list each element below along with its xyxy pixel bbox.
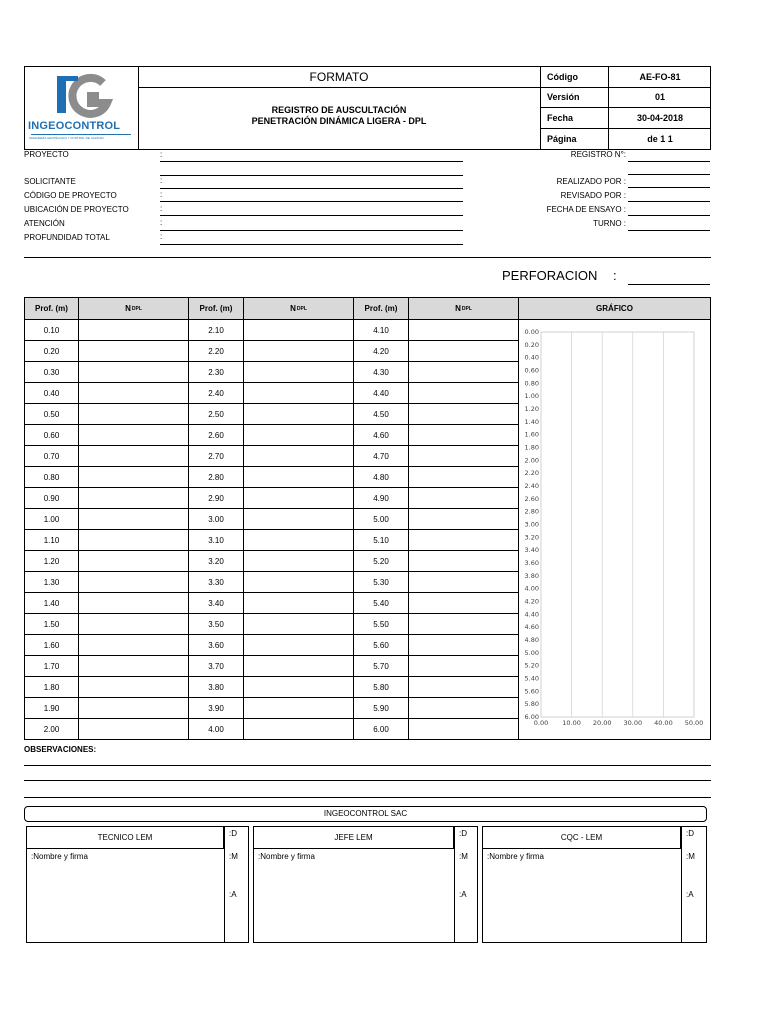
meta-label: Versión (547, 92, 580, 102)
depth-cell: 5.10 (354, 530, 409, 551)
depth-cell: 2.20 (189, 341, 244, 362)
label-profundidad-total: PROFUNDIDAD TOTAL (24, 233, 110, 242)
header-n-2: N DPL (244, 298, 354, 320)
field-ubicacion[interactable] (160, 215, 463, 216)
colon: : (160, 150, 163, 159)
n-dpl-cell[interactable] (79, 320, 189, 341)
x-tick-label: 30.00 (623, 719, 643, 727)
n-dpl-cell[interactable] (79, 425, 189, 446)
document-header (24, 66, 711, 150)
observaciones-label: OBSERVACIONES: (24, 745, 97, 754)
depth-cell: 3.80 (189, 677, 244, 698)
colon: : (160, 232, 163, 241)
n-dpl-cell[interactable] (79, 593, 189, 614)
field-perforacion[interactable] (628, 284, 710, 285)
n-dpl-cell[interactable] (409, 551, 519, 572)
n-dpl-cell[interactable] (409, 320, 519, 341)
depth-cell: 0.30 (25, 362, 79, 383)
meta-row-codigo (540, 67, 710, 88)
depth-cell: 4.10 (354, 320, 409, 341)
x-tick-label: 50.00 (684, 719, 704, 727)
n-dpl-cell[interactable] (244, 404, 354, 425)
header-n-3: N DPL (409, 298, 519, 320)
dpl-chart (519, 320, 710, 739)
depth-cell: 2.40 (189, 383, 244, 404)
depth-cell: 6.00 (354, 719, 409, 740)
colon: : (160, 176, 163, 185)
n-dpl-cell[interactable] (409, 677, 519, 698)
meta-row-version (540, 87, 710, 108)
n-dpl-cell[interactable] (79, 509, 189, 530)
y-tick-label: 4.00 (524, 584, 539, 593)
signature-title: CQC - LEM (483, 827, 681, 849)
y-tick-label: 3.20 (524, 533, 539, 542)
company-bar: INGEOCONTROL SAC (24, 806, 707, 822)
depth-cell: 4.60 (354, 425, 409, 446)
y-tick-label: 0.60 (524, 366, 539, 375)
label-turno: TURNO : (593, 219, 626, 228)
field-fecha-ensayo[interactable] (628, 215, 710, 216)
n-dpl-cell[interactable] (244, 320, 354, 341)
y-tick-label: 0.80 (524, 379, 539, 388)
y-tick-label: 1.60 (524, 430, 539, 439)
n-dpl-cell[interactable] (244, 383, 354, 404)
n-dpl-cell[interactable] (409, 362, 519, 383)
day-label: :D (459, 829, 467, 838)
section-divider (24, 257, 711, 258)
year-label: :A (686, 890, 694, 899)
depth-cell: 4.30 (354, 362, 409, 383)
depth-cell: 1.00 (25, 509, 79, 530)
n-dpl-cell[interactable] (244, 593, 354, 614)
depth-cell: 3.30 (189, 572, 244, 593)
n-dpl-cell[interactable] (244, 425, 354, 446)
meta-value: de 1 1 (608, 128, 711, 149)
n-dpl-cell[interactable] (409, 530, 519, 551)
field-atencion[interactable] (160, 230, 463, 231)
observaciones-line-2[interactable] (24, 780, 711, 781)
meta-label: Código (547, 72, 578, 82)
depth-cell: 3.40 (189, 593, 244, 614)
y-tick-label: 5.60 (524, 687, 539, 696)
depth-cell: 5.50 (354, 614, 409, 635)
x-tick-label: 40.00 (654, 719, 673, 727)
y-tick-label: 4.40 (524, 610, 539, 619)
day-label: :D (686, 829, 694, 838)
y-tick-label: 1.20 (524, 405, 539, 413)
colon: : (160, 218, 163, 227)
n-dpl-cell[interactable] (409, 488, 519, 509)
y-tick-label: 0.00 (524, 328, 539, 336)
n-dpl-cell[interactable] (79, 677, 189, 698)
y-tick-label: 1.40 (524, 417, 539, 426)
depth-cell: 1.50 (25, 614, 79, 635)
meta-label: Página (547, 133, 577, 144)
n-dpl-cell[interactable] (79, 635, 189, 656)
depth-cell: 4.70 (354, 446, 409, 467)
y-tick-label: 1.80 (524, 443, 539, 452)
month-label: :M (229, 852, 238, 861)
observaciones-line-1[interactable] (24, 765, 711, 766)
x-tick-label: 0.00 (533, 719, 549, 727)
signature-box-cqc[interactable] (482, 826, 707, 943)
n-dpl-cell[interactable] (244, 446, 354, 467)
month-label: :M (686, 852, 695, 861)
y-tick-label: 5.80 (524, 700, 539, 709)
n-dpl-cell[interactable] (244, 719, 354, 740)
field-solicitante[interactable] (160, 188, 463, 189)
n-dpl-cell[interactable] (79, 719, 189, 740)
logo-subtext: INGENIERÍA GEOTÉCNICA Y CONTROL DE CALIDAD (29, 136, 104, 140)
meta-label: Fecha (547, 112, 574, 123)
signature-box-jefe[interactable] (253, 826, 478, 943)
depth-cell: 5.20 (354, 551, 409, 572)
label-realizado-por: REALIZADO POR : (556, 177, 626, 186)
y-tick-label: 3.60 (524, 559, 539, 567)
depth-cell: 1.70 (25, 656, 79, 677)
depth-cell: 0.50 (25, 404, 79, 425)
n-dpl-cell[interactable] (79, 656, 189, 677)
n-dpl-cell[interactable] (409, 341, 519, 362)
y-tick-label: 4.20 (524, 597, 539, 606)
n-dpl-cell[interactable] (409, 614, 519, 635)
n-dpl-cell[interactable] (79, 362, 189, 383)
colon: : (160, 190, 163, 199)
depth-cell: 5.40 (354, 593, 409, 614)
depth-cell: 2.30 (189, 362, 244, 383)
depth-cell: 5.90 (354, 698, 409, 719)
depth-cell: 2.70 (189, 446, 244, 467)
n-dpl-cell[interactable] (79, 404, 189, 425)
n-dpl-cell[interactable] (244, 509, 354, 530)
n-dpl-cell[interactable] (79, 698, 189, 719)
field-revisado-por[interactable] (628, 201, 710, 202)
n-dpl-cell[interactable] (409, 656, 519, 677)
field-realizado-por[interactable] (628, 187, 710, 188)
observaciones-line-3[interactable] (24, 797, 711, 798)
meta-row-pagina (540, 128, 710, 149)
label-codigo-proyecto: CÓDIGO DE PROYECTO (24, 191, 117, 200)
depth-cell: 2.60 (189, 425, 244, 446)
dpl-table (24, 297, 711, 740)
n-dpl-cell[interactable] (409, 719, 519, 740)
depth-cell: 2.90 (189, 488, 244, 509)
depth-cell: 5.00 (354, 509, 409, 530)
y-tick-label: 5.00 (524, 648, 539, 657)
meta-value: 30-04-2018 (608, 107, 711, 128)
label-revisado-por: REVISADO POR : (560, 191, 626, 200)
label-fecha-ensayo: FECHA DE ENSAYO : (546, 205, 626, 214)
y-tick-label: 0.20 (524, 340, 539, 349)
depth-cell: 5.60 (354, 635, 409, 656)
meta-value: 01 (608, 87, 711, 107)
depth-cell: 1.40 (25, 593, 79, 614)
depth-cell: 4.00 (189, 719, 244, 740)
company-logo (25, 67, 139, 149)
depth-cell: 5.30 (354, 572, 409, 593)
label-proyecto: PROYECTO (24, 150, 69, 159)
depth-cell: 1.90 (25, 698, 79, 719)
depth-cell: 0.60 (25, 425, 79, 446)
n-dpl-cell[interactable] (79, 530, 189, 551)
header-prof-2: Prof. (m) (189, 298, 244, 320)
y-tick-label: 5.20 (524, 661, 539, 670)
y-tick-label: 5.40 (524, 674, 539, 683)
depth-cell: 0.20 (25, 341, 79, 362)
n-dpl-cell[interactable] (244, 614, 354, 635)
day-label: :D (229, 829, 237, 838)
depth-cell: 1.60 (25, 635, 79, 656)
field-codigo-proyecto[interactable] (160, 201, 463, 202)
n-dpl-cell[interactable] (79, 551, 189, 572)
n-dpl-cell[interactable] (244, 341, 354, 362)
n-dpl-cell[interactable] (79, 488, 189, 509)
format-title: FORMATO (138, 67, 540, 88)
n-dpl-cell[interactable] (409, 467, 519, 488)
n-dpl-cell[interactable] (244, 362, 354, 383)
n-dpl-cell[interactable] (409, 509, 519, 530)
n-dpl-cell[interactable] (244, 530, 354, 551)
label-ubicacion: UBICACIÓN DE PROYECTO (24, 205, 129, 214)
perforacion-label: PERFORACION : (502, 268, 617, 283)
depth-cell: 4.50 (354, 404, 409, 425)
y-tick-label: 3.00 (524, 520, 539, 529)
signature-name-label: :Nombre y firma (31, 852, 88, 861)
depth-cell: 2.50 (189, 404, 244, 425)
meta-row-fecha (540, 107, 710, 129)
colon: : (160, 204, 163, 213)
field-registro[interactable] (628, 161, 710, 162)
y-tick-label: 6.00 (524, 713, 539, 721)
y-tick-label: 4.60 (524, 623, 539, 632)
y-tick-label: 0.40 (524, 353, 539, 362)
plot-area (541, 332, 694, 717)
n-dpl-cell[interactable] (244, 551, 354, 572)
depth-cell: 0.80 (25, 467, 79, 488)
depth-cell: 2.10 (189, 320, 244, 341)
y-tick-label: 3.80 (524, 571, 539, 580)
n-dpl-cell[interactable] (409, 446, 519, 467)
n-dpl-cell[interactable] (79, 572, 189, 593)
n-dpl-cell[interactable] (244, 572, 354, 593)
n-dpl-cell[interactable] (409, 635, 519, 656)
y-tick-label: 2.40 (524, 482, 539, 490)
n-dpl-cell[interactable] (409, 698, 519, 719)
depth-cell: 1.30 (25, 572, 79, 593)
label-atencion: ATENCIÓN (24, 219, 65, 228)
depth-cell: 4.90 (354, 488, 409, 509)
n-dpl-cell[interactable] (409, 383, 519, 404)
n-dpl-cell[interactable] (409, 593, 519, 614)
field-turno[interactable] (628, 230, 710, 231)
document-meta (540, 67, 710, 149)
signature-name-label: :Nombre y firma (487, 852, 544, 861)
depth-cell: 5.70 (354, 656, 409, 677)
n-dpl-cell[interactable] (244, 635, 354, 656)
header-prof-1: Prof. (m) (25, 298, 79, 320)
field-profundidad-total[interactable] (160, 244, 463, 245)
year-label: :A (459, 890, 467, 899)
title-block (138, 67, 541, 149)
y-tick-label: 2.60 (524, 494, 539, 503)
n-dpl-cell[interactable] (79, 341, 189, 362)
n-dpl-cell[interactable] (244, 677, 354, 698)
month-label: :M (459, 852, 468, 861)
depth-cell: 4.40 (354, 383, 409, 404)
depth-cell: 3.20 (189, 551, 244, 572)
depth-cell: 3.90 (189, 698, 244, 719)
depth-cell: 0.70 (25, 446, 79, 467)
depth-cell: 2.80 (189, 467, 244, 488)
n-dpl-cell[interactable] (244, 467, 354, 488)
depth-cell: 0.90 (25, 488, 79, 509)
depth-cell: 4.80 (354, 467, 409, 488)
n-dpl-cell[interactable] (409, 404, 519, 425)
document-title-line1: REGISTRO DE AUSCULTACIÓN (271, 105, 407, 115)
year-label: :A (229, 890, 237, 899)
n-dpl-cell[interactable] (79, 467, 189, 488)
depth-cell: 0.10 (25, 320, 79, 341)
y-tick-label: 1.00 (524, 392, 539, 401)
signature-box-tecnico[interactable] (26, 826, 249, 943)
n-dpl-cell[interactable] (79, 446, 189, 467)
depth-cell: 3.00 (189, 509, 244, 530)
depth-cell: 1.80 (25, 677, 79, 698)
y-tick-label: 2.00 (524, 456, 539, 465)
n-dpl-cell[interactable] (244, 698, 354, 719)
header-prof-3: Prof. (m) (354, 298, 409, 320)
depth-cell: 1.10 (25, 530, 79, 551)
meta-value: AE-FO-81 (608, 67, 711, 87)
n-dpl-cell[interactable] (244, 488, 354, 509)
signature-title: TECNICO LEM (27, 827, 224, 849)
n-dpl-cell[interactable] (409, 425, 519, 446)
n-dpl-cell[interactable] (79, 614, 189, 635)
logo-text: INGEOCONTROL (28, 120, 121, 132)
header-n-1: N DPL (79, 298, 189, 320)
y-tick-label: 3.40 (524, 546, 539, 555)
depth-cell: 5.80 (354, 677, 409, 698)
depth-cell: 3.50 (189, 614, 244, 635)
label-solicitante: SOLICITANTE (24, 177, 76, 186)
label-registro: REGISTRO N°: (570, 150, 626, 159)
field-proyecto[interactable] (160, 161, 463, 162)
depth-cell: 3.10 (189, 530, 244, 551)
document-title (138, 105, 540, 127)
depth-cell: 1.20 (25, 551, 79, 572)
depth-cell: 3.70 (189, 656, 244, 677)
signature-name-label: :Nombre y firma (258, 852, 315, 861)
depth-cell: 4.20 (354, 341, 409, 362)
header-grafico: GRÁFICO (519, 298, 710, 320)
depth-cell: 3.60 (189, 635, 244, 656)
depth-cell: 2.00 (25, 719, 79, 740)
n-dpl-cell[interactable] (79, 383, 189, 404)
signature-title: JEFE LEM (254, 827, 454, 849)
x-tick-label: 10.00 (562, 719, 581, 727)
y-tick-label: 4.80 (524, 636, 539, 644)
document-title-line2: PENETRACIÓN DINÁMICA LIGERA - DPL (251, 116, 427, 126)
n-dpl-cell[interactable] (244, 656, 354, 677)
n-dpl-cell[interactable] (409, 572, 519, 593)
y-tick-label: 2.80 (524, 507, 539, 516)
x-tick-label: 20.00 (592, 719, 612, 727)
depth-cell: 0.40 (25, 383, 79, 404)
y-tick-label: 2.20 (524, 469, 539, 478)
